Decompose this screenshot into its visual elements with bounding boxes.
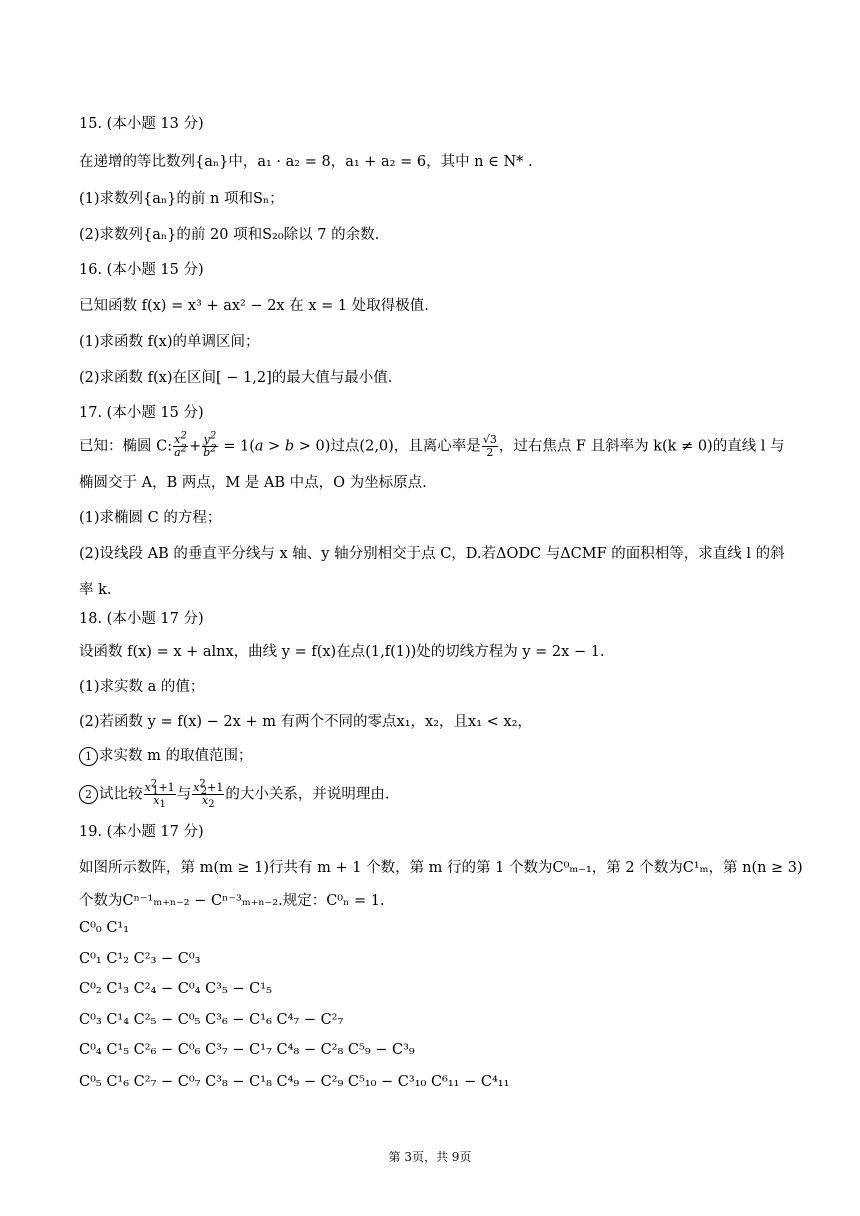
q17-stem-a: 已知：椭圆 C: bbox=[79, 438, 173, 455]
x2-fraction: $\frac{x^2_2+1}{x_2}$ bbox=[193, 778, 224, 811]
q18-part1: (1)求实数 a 的值； bbox=[79, 679, 205, 695]
q17-header: 17. (本小题 15 分) bbox=[79, 405, 204, 421]
q19-stem-line2: 个数为Cⁿ⁻¹ₘ₊ₙ₋₂ − Cⁿ⁻³ₘ₊ₙ₋₂.规定：C⁰ₙ = 1. bbox=[79, 893, 385, 909]
q17-stem-line1: 已知：椭圆 C: $\frac{x^2}{a^2}$ + $\frac{y^2}{b^2}$ = 1(a > b > 0)过点(2,0)，且离心率是 $\frac{√3}{2}$ ，过右焦点 F 且斜率为 k(k ≠ 0)的直线 l 与 bbox=[79, 430, 785, 459]
array-row: C⁰₅ C¹₆ C²₇ − C⁰₇ C³₈ − C¹₈ C⁴₉ − C²₉ C⁵₁₀ − C³₁₀ C⁶₁₁ − C⁴₁₁ bbox=[79, 1074, 510, 1090]
array-row: C⁰₀ C¹₁ bbox=[79, 920, 130, 936]
array-row: C⁰₁ C¹₂ C²₃ − C⁰₃ bbox=[79, 951, 201, 967]
ellipse-x-fraction: $\frac{x^2}{a^2}$ bbox=[174, 430, 188, 459]
q18-part2: (2)若函数 y = f(x) − 2x + m 有两个不同的零点x₁，x₂，且x₁ < x₂， bbox=[79, 714, 532, 730]
q17-stem-line2: 椭圆交于 A，B 两点，M 是 AB 中点，O 为坐标原点. bbox=[79, 475, 427, 491]
eccentricity-fraction: $\frac{√3}{2}$ bbox=[482, 433, 497, 459]
q15-stem: 在递增的等比数列{aₙ}中，a₁ · a₂ = 8，a₁ + a₂ = 6，其中 n ∈ N* . bbox=[79, 154, 533, 170]
q16-stem: 已知函数 f(x) = x³ + ax² − 2x 在 x = 1 处取得极值. bbox=[79, 298, 429, 314]
q17-part2-line1: (2)设线段 AB 的垂直平分线与 x 轴、y 轴分别相交于点 C，D.若ΔODC 与ΔCMF 的面积相等，求直线 l 的斜 bbox=[79, 546, 785, 562]
array-row: C⁰₄ C¹₅ C²₆ − C⁰₆ C³₇ − C¹₇ C⁴₈ − C²₈ C⁵₉ − C³₉ bbox=[79, 1042, 415, 1058]
q18-sub2-text-b: 与 bbox=[176, 786, 192, 803]
q15-part1: (1)求数列{aₙ}的前 n 项和Sₙ； bbox=[79, 191, 284, 207]
q17-stem-c: ，过右焦点 F 且斜率为 k(k ≠ 0)的直线 l 与 bbox=[498, 438, 785, 455]
q16-header: 16. (本小题 15 分) bbox=[79, 262, 204, 278]
q16-part2: (2)求函数 f(x)在区间[ − 1,2]的最大值与最小值. bbox=[79, 370, 393, 386]
q15-part2: (2)求数列{aₙ}的前 20 项和S₂₀除以 7 的余数. bbox=[79, 227, 380, 243]
q18-sub2-text-a: 试比较 bbox=[99, 786, 143, 803]
q17-part2-line2: 率 k. bbox=[79, 582, 112, 598]
array-row: C⁰₃ C¹₄ C²₅ − C⁰₅ C³₆ − C¹₆ C⁴₇ − C²₇ bbox=[79, 1012, 344, 1028]
ellipse-y-fraction: $\frac{y^2}{b^2}$ bbox=[203, 430, 217, 459]
x1-fraction: $\frac{x^2_1+1}{x_1}$ bbox=[144, 778, 175, 811]
q19-stem-line1: 如图所示数阵，第 m(m ≥ 1)行共有 m + 1 个数，第 m 行的第 1 个数为C⁰ₘ₋₁，第 2 个数为C¹ₘ，第 n(n ≥ 3) bbox=[79, 860, 803, 876]
q18-sub2 bbox=[79, 778, 781, 811]
q18-sub1-text: 求实数 m 的取值范围； bbox=[99, 748, 253, 764]
q18-stem: 设函数 f(x) = x + alnx，曲线 y = f(x)在点(1,f(1))处的切线方程为 y = 2x − 1. bbox=[79, 644, 605, 660]
q17-part1: (1)求椭圆 C 的方程； bbox=[79, 510, 222, 526]
page-footer: 第 3页，共 9页 bbox=[388, 1150, 472, 1164]
q16-part1: (1)求函数 f(x)的单调区间； bbox=[79, 334, 260, 350]
q17-stem-b: 过点(2,0)，且离心率是 bbox=[330, 438, 481, 455]
q15-header: 15. (本小题 13 分) bbox=[79, 116, 204, 132]
circled-number-1: 1 bbox=[79, 747, 98, 766]
circled-number-2: 2 bbox=[79, 785, 98, 804]
q18-header: 18. (本小题 17 分) bbox=[79, 611, 204, 627]
q18-sub1 bbox=[79, 746, 781, 766]
array-row: C⁰₂ C¹₃ C²₄ − C⁰₄ C³₅ − C¹₅ bbox=[79, 981, 272, 997]
q19-header: 19. (本小题 17 分) bbox=[79, 824, 204, 840]
q18-sub2-text-c: 的大小关系，并说明理由. bbox=[225, 786, 390, 803]
